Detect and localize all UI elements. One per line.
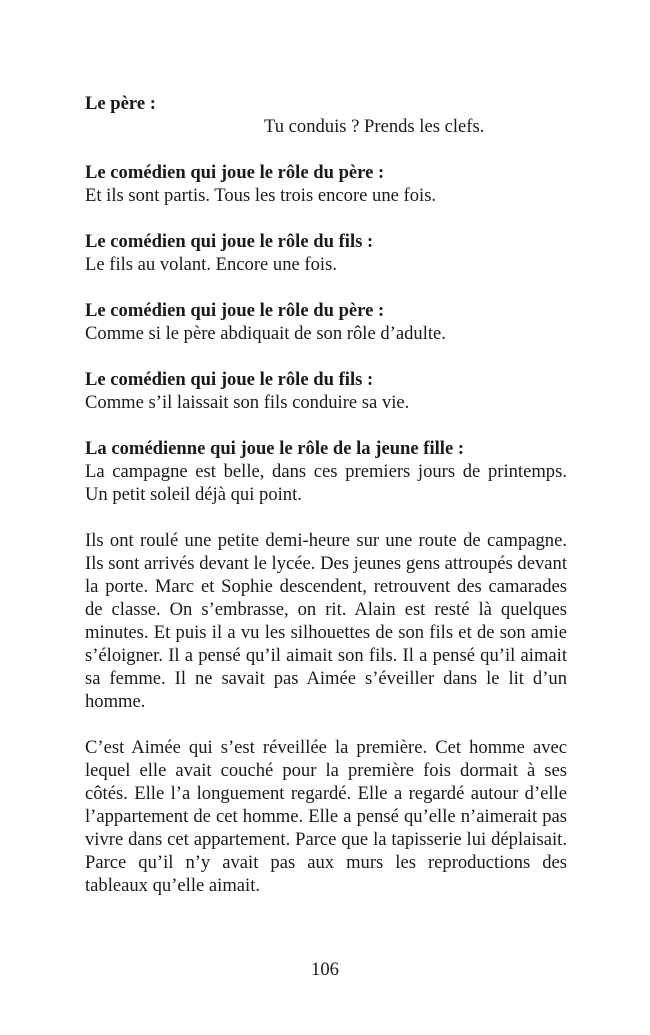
narrative-paragraph <box>85 529 567 713</box>
dialogue-block <box>85 368 567 414</box>
narrative-paragraph <box>85 736 567 897</box>
dialogue-line: Et ils sont partis. Tous les trois encore une fois. <box>85 185 437 206</box>
dialogue-block <box>85 161 567 207</box>
paragraph-text: Ils ont roulé une petite demi-heure sur une route de campagne. Ils sont arrivés devant le lycée. Des jeunes gens attroupés devant la porte. Marc et Sophie descendent, retrouvent des camarades de classe. On s’embrasse, on rit. Alain est resté là quelques minutes. Et puis il a vu les silhouettes de son fils et de son amie s’éloigner. Il a pensé qu’il aimait son fils. Il a pensé qu’il aimait sa femme. Il ne savait pas Aimée s’éveiller dans le lit d’un homme. <box>85 530 567 712</box>
dialogue-line: Le fils au volant. Encore une fois. <box>85 254 337 275</box>
speaker-name: La comédienne qui joue le rôle de la jeune fille : <box>85 438 465 459</box>
dialogue-line: Comme s’il laissait son fils conduire sa vie. <box>85 392 410 413</box>
dialogue-line: Tu conduis ? Prends les clefs. <box>264 116 485 137</box>
paragraph-text: C’est Aimée qui s’est réveillée la première. Cet homme avec lequel elle avait couché pour la première fois dormait à ses côtés. Elle l’a longuement regardé. Elle a regardé autour d’elle l’appartement de cet homme. Elle a pensé qu’elle n’aimerait pas vivre dans cet appartement. Parce que la tapisserie lui déplaisait. Parce qu’il n’y avait pas aux murs les reproductions des tableaux qu’elle aimait. <box>85 737 567 896</box>
speaker-name: Le père : <box>85 93 156 114</box>
page-number: 106 <box>311 959 339 980</box>
dialogue-line: Comme si le père abdiquait de son rôle d’adulte. <box>85 323 446 344</box>
speaker-name: Le comédien qui joue le rôle du fils : <box>85 369 374 390</box>
dialogue-block <box>85 92 567 138</box>
dialogue-line: La campagne est belle, dans ces premiers jours de printemps. Un petit soleil déjà qui point. <box>85 461 567 505</box>
speaker-name: Le comédien qui joue le rôle du père : <box>85 300 385 321</box>
dialogue-block <box>85 299 567 345</box>
page-body <box>85 92 567 897</box>
dialogue-block <box>85 230 567 276</box>
speaker-name: Le comédien qui joue le rôle du père : <box>85 162 385 183</box>
speaker-name: Le comédien qui joue le rôle du fils : <box>85 231 374 252</box>
dialogue-block <box>85 437 567 506</box>
